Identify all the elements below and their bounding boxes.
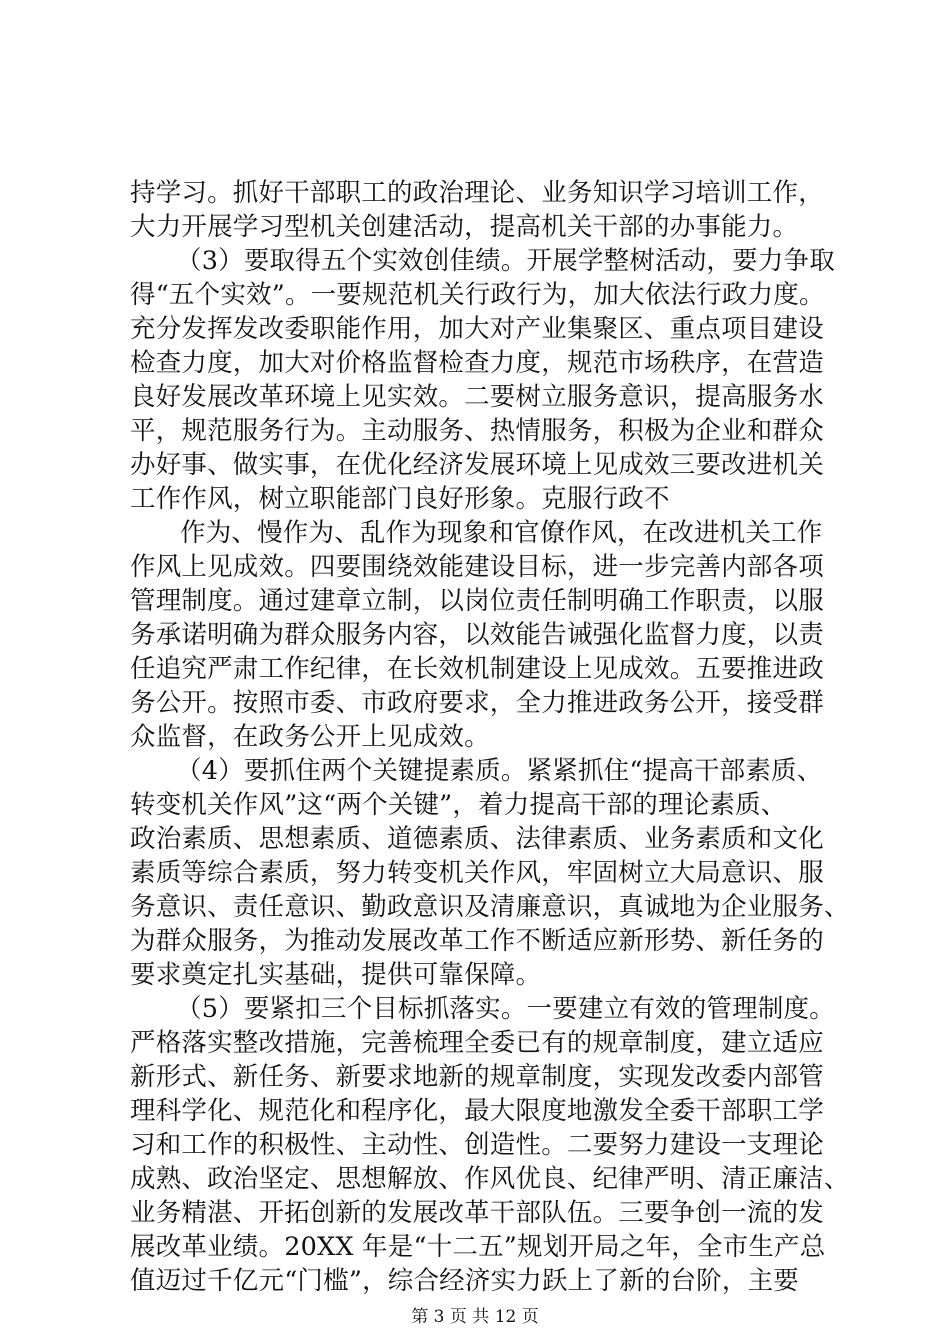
body-text-line: 为群众服务，为推动发展改革工作不断适应新形势、新任务的 — [130, 926, 824, 956]
body-text-line: 值迈过千亿元“门槛”，综合经济实力跃上了新的台阶，主要 — [130, 1266, 799, 1296]
body-text-line: 展改革业绩。20XX 年是“十二五”规划开局之年，全市生产总 — [130, 1232, 826, 1262]
body-text-line: 转变机关作风”这“两个关键”，着力提高干部的理论素质、 — [130, 790, 787, 820]
body-text-line: 习和工作的积极性、主动性、创造性。二要努力建设一支理论 — [130, 1130, 824, 1160]
body-text-line: 管理制度。通过建章立制，以岗位责任制明确工作职责，以服 — [130, 586, 824, 616]
body-text-line: 办好事、做实事，在优化经济发展环境上见成效三要改进机关 — [130, 450, 824, 480]
body-text-line: 要求奠定扎实基础，提供可靠保障。 — [130, 960, 542, 990]
body-text-line: 成熟、政治坚定、思想解放、作风优良、纪律严明、清正廉洁、 — [130, 1164, 850, 1194]
body-text-line: 平，规范服务行为。主动服务、热情服务，积极为企业和群众 — [130, 416, 824, 446]
body-text-line: 充分发挥发改委职能作用，加大对产业集聚区、重点项目建设 — [130, 314, 824, 344]
body-text-line: 良好发展改革环境上见实效。二要树立服务意识，提高服务水 — [130, 382, 824, 412]
body-text-line: 政治素质、思想素质、道德素质、法律素质、业务素质和文化 — [130, 824, 824, 854]
body-text-line: 持学习。抓好干部职工的政治理论、业务知识学习培训工作， — [130, 178, 824, 208]
page-number-footer: 第 3 页 共 12 页 — [411, 1307, 539, 1327]
body-text-line: 得“五个实效”。一要规范机关行政行为，加大依法行政力度。 — [130, 280, 825, 310]
body-text-line: 大力开展学习型机关创建活动，提高机关干部的办事能力。 — [130, 212, 799, 242]
paragraph-heading-4: （4）要抓住两个关键提素质。紧紧抓住“提高干部素质、 — [176, 756, 823, 786]
body-text-line: 工作作风，树立职能部门良好形象。克服行政不 — [130, 484, 670, 514]
body-text-line: 务承诺明确为群众服务内容，以效能告诫强化监督力度，以责 — [130, 620, 824, 650]
body-text-line: 新形式、新任务、新要求地新的规章制度，实现发改委内部管 — [130, 1062, 824, 1092]
body-text-line: 严格落实整改措施，完善梳理全委已有的规章制度，建立适应 — [130, 1028, 824, 1058]
body-text-line: 务公开。按照市委、市政府要求，全力推进政务公开，接受群 — [130, 688, 824, 718]
body-text-line: 作为、慢作为、乱作为现象和官僚作风，在改进机关工作 — [180, 518, 823, 548]
paragraph-heading-5: （5）要紧扣三个目标抓落实。一要建立有效的管理制度。 — [176, 994, 835, 1024]
paragraph-heading-3: （3）要取得五个实效创佳绩。开展学整树活动，要力争取 — [176, 246, 835, 276]
body-text-line: 众监督，在政务公开上见成效。 — [130, 722, 490, 752]
body-text-line: 素质等综合素质，努力转变机关作风，牢固树立大局意识、服 — [130, 858, 824, 888]
body-text-line: 作风上见成效。四要围绕效能建设目标，进一步完善内部各项 — [130, 552, 824, 582]
body-text-line: 业务精湛、开拓创新的发展改革干部队伍。三要争创一流的发 — [130, 1198, 824, 1228]
body-text-line: 务意识、责任意识、勤政意识及清廉意识，真诚地为企业服务、 — [130, 892, 850, 922]
body-text-line: 任追究严肃工作纪律，在长效机制建设上见成效。五要推进政 — [130, 654, 824, 684]
body-text-line: 理科学化、规范化和程序化，最大限度地激发全委干部职工学 — [130, 1096, 824, 1126]
body-text-line: 检查力度，加大对价格监督检查力度，规范市场秩序，在营造 — [130, 348, 824, 378]
